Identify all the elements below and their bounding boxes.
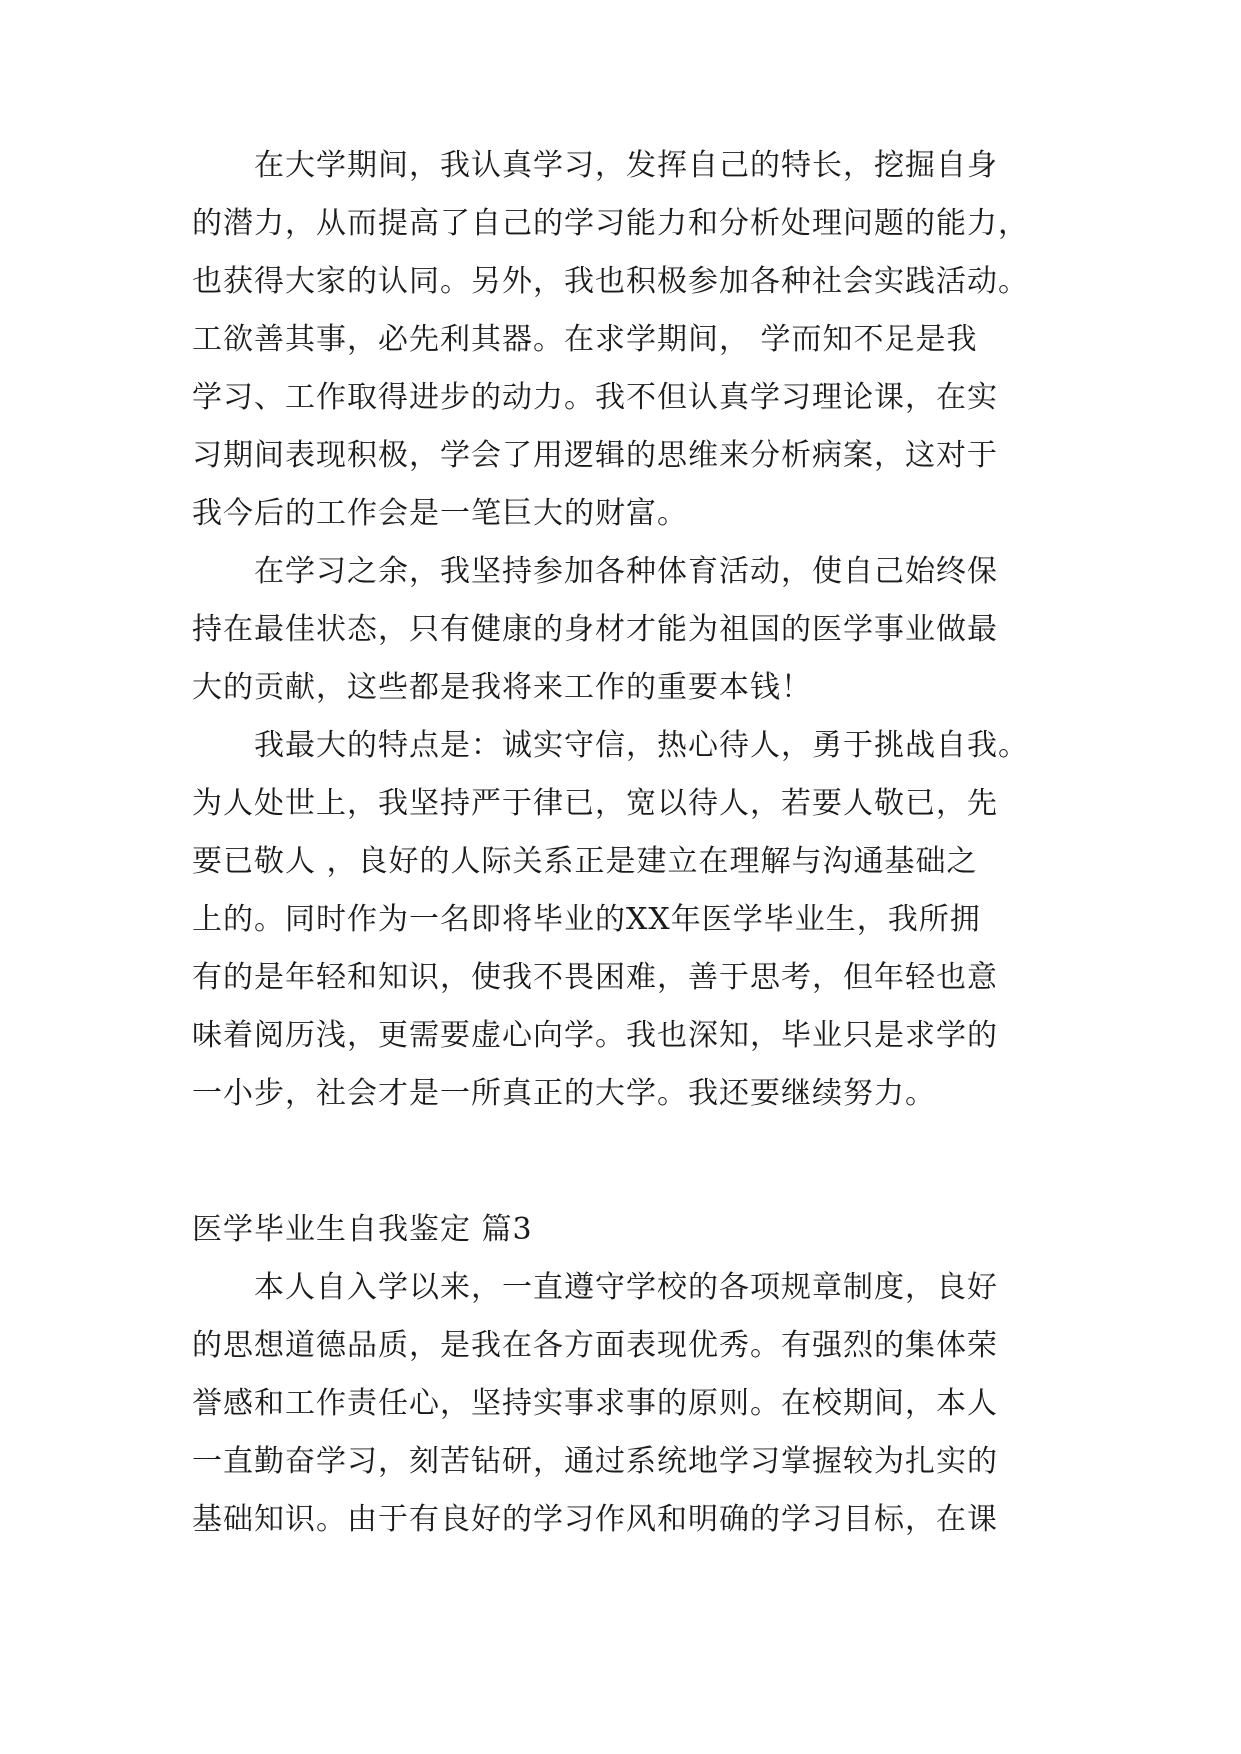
section-paragraph-line-4: 一直勤奋学习，刻苦钻研，通过系统地学习掌握较为扎实的 (192, 1444, 998, 1479)
paragraph-2-line-1: 在学习之余，我坚持参加各种体育活动，使自己始终保 (192, 554, 998, 589)
paragraph-1-line-1: 在大学期间，我认真学习，发挥自己的特长，挖掘自身 (192, 148, 998, 183)
section-paragraph-line-1: 本人自入学以来，一直遵守学校的各项规章制度，良好 (192, 1270, 998, 1305)
paragraph-1-line-7: 我今后的工作会是一笔巨大的财富。 (192, 496, 688, 531)
paragraph-3-line-6: 味着阅历浅，更需要虚心向学。我也深知，毕业只是求学的 (192, 1018, 998, 1053)
paragraph-1-line-5: 学习、工作取得进步的动力。我不但认真学习理论课，在实 (192, 380, 998, 415)
paragraph-1-line-4: 工欲善其事，必先利其器。在求学期间， 学而知不足是我 (192, 322, 978, 357)
paragraph-2-line-2: 持在最佳状态，只有健康的身材才能为祖国的医学事业做最 (192, 612, 998, 647)
paragraph-3-line-7: 一小步，社会才是一所真正的大学。我还要继续努力。 (192, 1076, 936, 1111)
paragraph-3-line-5: 有的是年轻和知识，使我不畏困难，善于思考，但年轻也意 (192, 960, 998, 995)
section-paragraph-line-5: 基础知识。由于有良好的学习作风和明确的学习目标，在课 (192, 1502, 998, 1537)
paragraph-3-line-2: 为人处世上，我坚持严于律已，宽以待人，若要人敬已，先 (192, 786, 998, 821)
paragraph-3-line-1: 我最大的特点是：诚实守信，热心待人，勇于挑战自我。 (192, 728, 1029, 763)
paragraph-1-line-6: 习期间表现积极，学会了用逻辑的思维来分析病案，这对于 (192, 438, 998, 473)
section-paragraph-line-3: 誉感和工作责任心，坚持实事求事的原则。在校期间，本人 (192, 1386, 998, 1421)
paragraph-1-line-3: 也获得大家的认同。另外，我也积极参加各种社会实践活动。 (192, 264, 1029, 299)
paragraph-2-line-3: 大的贡献，这些都是我将来工作的重要本钱！ (192, 670, 812, 705)
paragraph-3-line-3: 要已敬人 ，良好的人际关系正是建立在理解与沟通基础之 (192, 844, 978, 879)
paragraph-1-line-2: 的潜力，从而提高了自己的学习能力和分析处理问题的能力， (192, 206, 1029, 241)
section-paragraph-line-2: 的思想道德品质，是我在各方面表现优秀。有强烈的集体荣 (192, 1328, 998, 1363)
section-heading: 医学毕业生自我鉴定 篇3 (192, 1212, 533, 1247)
paragraph-3-line-4: 上的。同时作为一名即将毕业的XX年医学毕业生，我所拥 (192, 902, 981, 937)
